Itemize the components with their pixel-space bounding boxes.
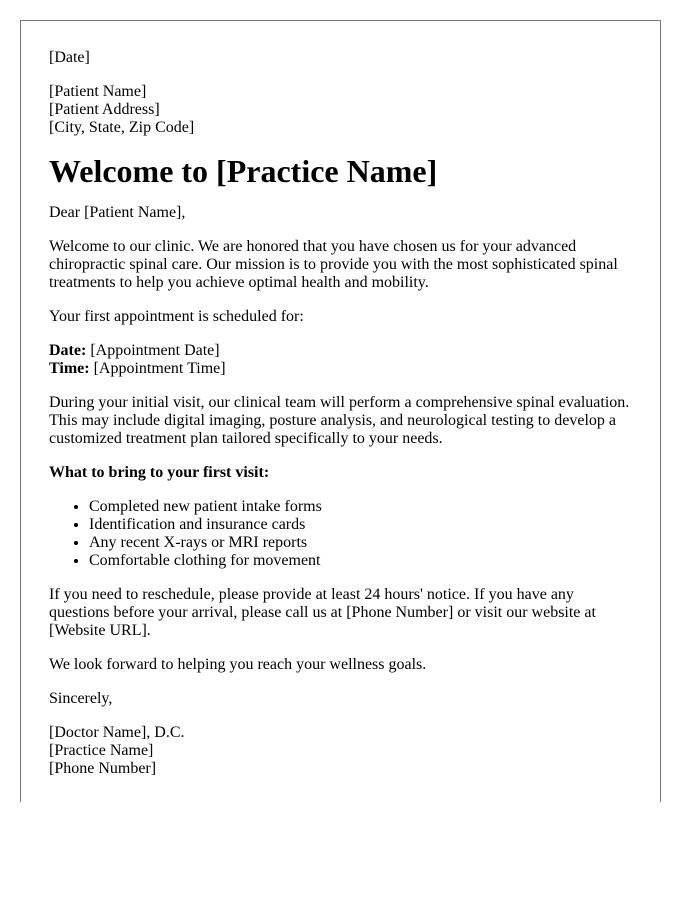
letter-page [20, 20, 661, 802]
signoff: Sincerely, [49, 690, 113, 707]
recipient-city: [City, State, Zip Code] [49, 119, 195, 136]
intro-paragraph: Welcome to our clinic. We are honored that you have chosen us for your advanced chiropractic spinal care. Our mission is to provide you with the most sophisticated spinal treatments to help you achieve optimal health and mobility. [49, 238, 618, 291]
signature-doctor: [Doctor Name], D.C. [49, 724, 185, 741]
appointment-details [49, 342, 632, 378]
recipient-street: [Patient Address] [49, 101, 160, 118]
appointment-time-row [49, 360, 632, 378]
list-item: • Any recent X-rays or MRI reports [89, 534, 632, 552]
closing-line: We look forward to helping you reach your wellness goals. [49, 656, 427, 673]
visit-description: During your initial visit, our clinical team will perform a comprehensive spinal evaluation. This may include digital imaging, posture analysis, and neurological testing to develop a customized treatment plan tailored specifically to your needs. [49, 394, 630, 447]
appointment-date-label: Date: [49, 342, 87, 359]
recipient-name: [Patient Name] [49, 83, 147, 100]
bring-heading: What to bring to your first visit: [49, 464, 270, 481]
letter-title: Welcome to [Practice Name] [49, 153, 438, 189]
appointment-time-value: [Appointment Time] [89, 360, 226, 377]
signature-phone: [Phone Number] [49, 760, 157, 777]
appointment-date-row [49, 342, 632, 360]
signature-practice: [Practice Name] [49, 742, 154, 759]
appointment-lead: Your first appointment is scheduled for: [49, 308, 304, 325]
salutation: Dear [Patient Name], [49, 204, 186, 221]
reschedule-paragraph: If you need to reschedule, please provide at least 24 hours' notice. If you have any questions before your arrival, please call us at [Phone Number] or visit our website at [Website URL]. [49, 586, 596, 639]
list-item: • Completed new patient intake forms [89, 498, 632, 516]
signature-block [49, 724, 632, 778]
list-item: • Identification and insurance cards [89, 516, 632, 534]
list-item: • Comfortable clothing for movement [89, 552, 632, 570]
appointment-date-value: [Appointment Date] [86, 342, 220, 359]
letter-date: [Date] [49, 49, 90, 66]
recipient-address [49, 83, 632, 137]
bring-list [49, 498, 632, 570]
appointment-time-label: Time: [49, 360, 90, 377]
